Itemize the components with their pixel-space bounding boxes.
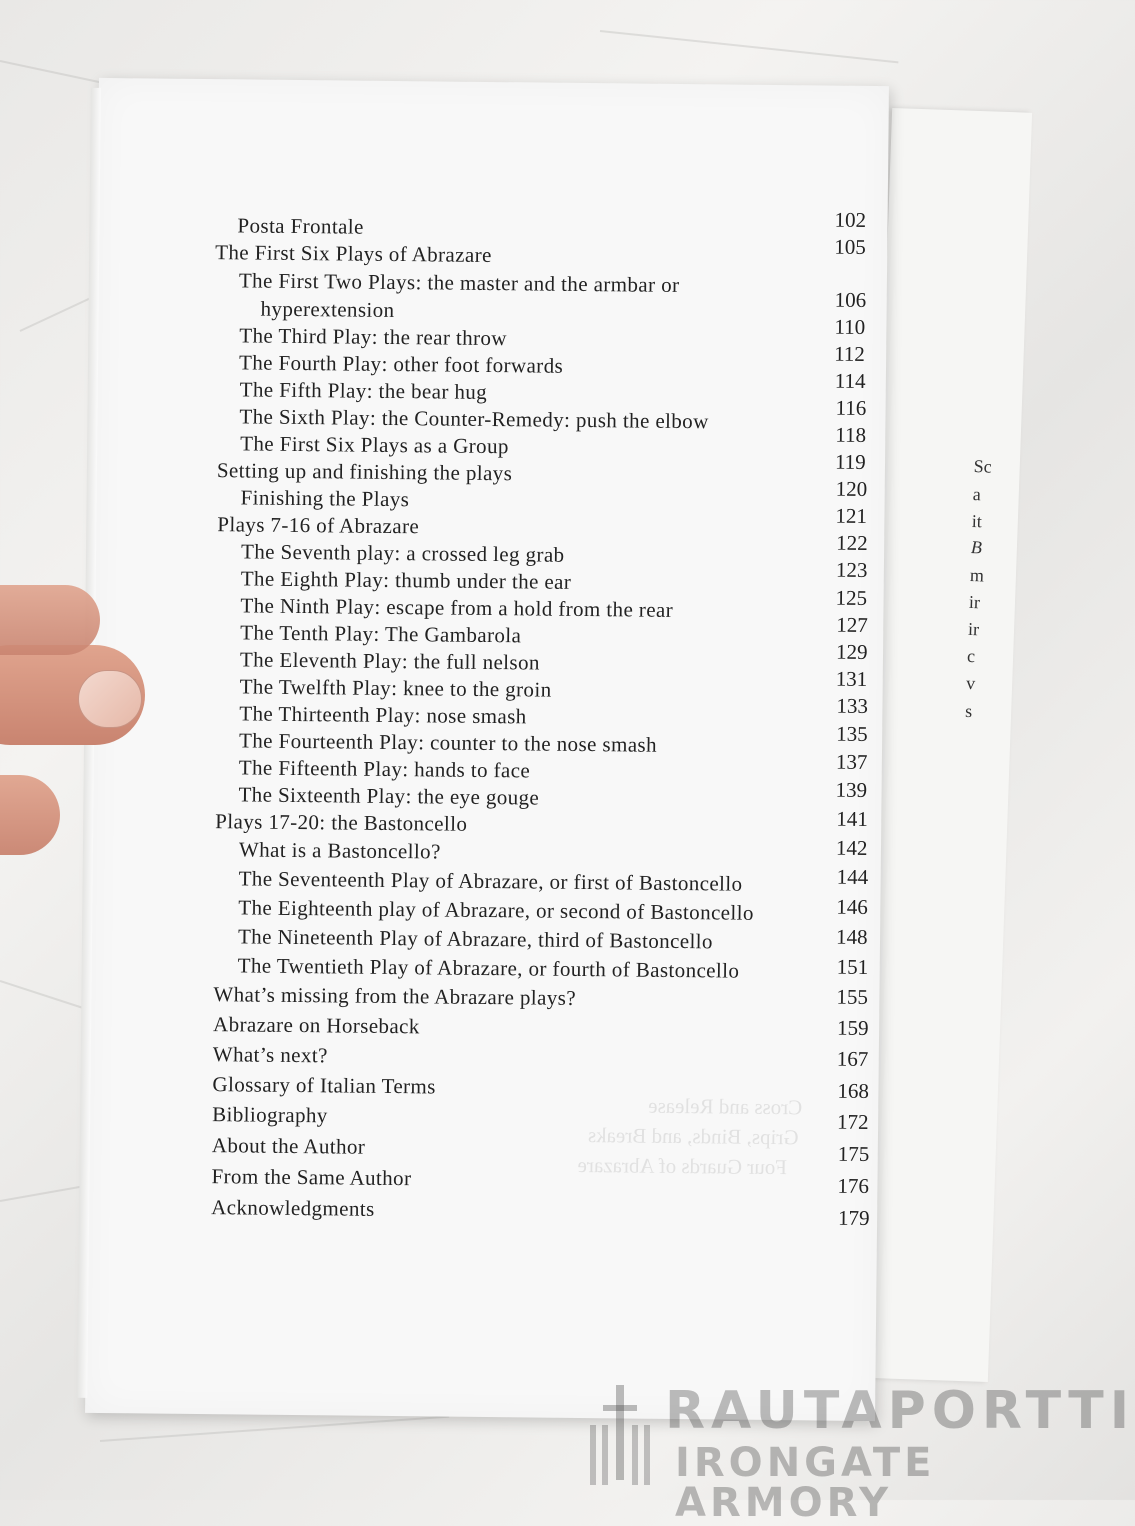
toc-page-number: 105	[834, 234, 866, 259]
toc-page-number: 133	[836, 693, 869, 718]
toc-entry: The Fifth Play: the bear hug	[239, 377, 488, 404]
toc-page-number: 114	[834, 368, 866, 393]
toc-entry: The First Six Plays of Abrazare	[215, 240, 492, 268]
toc-page-number: 110	[834, 314, 866, 339]
toc-entry: The Eighth Play: thumb under the ear	[240, 566, 572, 594]
toc-entry: Glossary of Italian Terms	[212, 1072, 436, 1099]
toc-page-number: 119	[834, 449, 866, 474]
next-page-text: ir	[968, 591, 981, 613]
toc-entry: The Thirteenth Play: nose smash	[239, 701, 527, 729]
toc-entry: The Eleventh Play: the full nelson	[239, 647, 540, 675]
toc-entry: What’s next?	[212, 1042, 328, 1068]
toc-entry: The Third Play: the rear throw	[239, 323, 508, 351]
toc-entry: Abrazare on Horseback	[212, 1012, 420, 1039]
toc-page-number: 120	[835, 476, 868, 501]
toc-entry: Posta Frontale	[237, 213, 364, 239]
toc-entry: The Ninth Play: escape from a hold from the rear	[240, 593, 674, 622]
toc-entry: The Fourteenth Play: counter to the nose smash	[238, 728, 658, 757]
finger	[0, 775, 60, 855]
toc-entry: The Seventeenth Play of Abrazare, or first of Bastoncello	[238, 866, 743, 896]
toc-page-number: 139	[835, 777, 868, 802]
toc-page-number: 168	[837, 1078, 870, 1104]
toc-entry: The Fourth Play: other foot forwards	[238, 350, 564, 378]
hand	[0, 585, 150, 885]
toc-entry: What’s missing from the Abrazare plays?	[213, 982, 577, 1010]
toc-entry: Acknowledgments	[211, 1195, 375, 1221]
sword-gate-icon	[585, 1385, 655, 1490]
toc-entry: From the Same Author	[211, 1164, 412, 1191]
toc-entry: Plays 7-16 of Abrazare	[217, 512, 420, 539]
watermark-line2: IRONGATE ARMORY	[675, 1440, 936, 1526]
toc-page-number: 118	[835, 422, 867, 447]
toc-page-number: 137	[835, 749, 868, 774]
toc-page-number: 167	[836, 1046, 869, 1072]
toc-entry: The Fifteenth Play: hands to face	[238, 755, 531, 783]
toc-page-number: 116	[835, 395, 867, 420]
toc-entry: The Sixth Play: the Counter-Remedy: push the elbow	[239, 404, 709, 434]
toc-page-number: 142	[835, 835, 868, 860]
toc-page-number: 135	[836, 721, 868, 746]
toc-entry: The Seventh play: a crossed leg grab	[240, 539, 565, 567]
watermark-logo	[585, 1381, 1135, 1526]
toc-entry: hyperextension	[260, 296, 395, 323]
toc-page-number: 179	[837, 1205, 870, 1231]
book-page	[85, 78, 889, 1421]
next-page-text: c	[966, 645, 976, 667]
toc-entry: About the Author	[211, 1133, 366, 1159]
toc-entry: The Nineteenth Play of Abrazare, third of Bastoncello	[237, 924, 714, 954]
toc-page-number: 148	[835, 924, 868, 949]
toc-page-number: 144	[836, 864, 869, 889]
toc-page-number: 176	[837, 1173, 870, 1199]
thumbnail	[78, 670, 142, 728]
marble-vein	[100, 1416, 449, 1442]
bleed-through-text: Four Guards of Abrazare	[577, 1152, 788, 1180]
toc-page-number: 125	[835, 585, 868, 610]
toc-page-number: 172	[836, 1109, 869, 1135]
finger	[0, 585, 100, 655]
next-page-text: B	[970, 536, 983, 558]
marble-vein	[0, 1184, 89, 1202]
toc-page-number: 106	[834, 287, 867, 312]
toc-page-number: 129	[835, 639, 868, 664]
toc-entry: The Twelfth Play: knee to the groin	[239, 674, 552, 702]
toc-entry: Plays 17-20: the Bastoncello	[215, 809, 468, 836]
toc-entry: The First Six Plays as a Group	[240, 431, 509, 459]
toc-entry: The First Two Plays: the master and the armbar or	[238, 268, 680, 297]
toc-page-number: 155	[836, 984, 869, 1010]
next-page-text: it	[971, 510, 983, 532]
toc-entry: Bibliography	[212, 1102, 328, 1128]
toc-page-number: 141	[836, 806, 868, 831]
next-page-text: ir	[967, 618, 980, 640]
toc-entry: What is a Bastoncello?	[238, 837, 441, 864]
toc-page-number: 131	[835, 666, 868, 691]
toc-entry: The Tenth Play: The Gambarola	[240, 620, 522, 648]
bleed-through-text: Cross and Release	[648, 1093, 803, 1120]
toc-page-number: 146	[836, 894, 868, 919]
bleed-through-text: Grips, Binds, and Breaks	[587, 1123, 799, 1150]
toc-page-number: 151	[836, 954, 869, 980]
next-page-text: s	[964, 700, 973, 722]
toc-page-number: 159	[836, 1015, 869, 1041]
toc-entry: The Twentieth Play of Abrazare, or fourth of Bastoncello	[237, 953, 740, 983]
toc-page-number: 127	[836, 612, 868, 637]
toc-entry: Finishing the Plays	[240, 485, 410, 512]
next-page-text: Sc	[973, 456, 993, 477]
toc-entry: The Sixteenth Play: the eye gouge	[238, 782, 540, 810]
toc-entry: Setting up and finishing the plays	[216, 458, 513, 486]
next-page-text: a	[972, 483, 982, 505]
toc-page-number: 122	[836, 530, 868, 555]
toc-page-number: 102	[834, 207, 867, 232]
next-page-text: m	[969, 564, 985, 586]
toc-entry: The Eighteenth play of Abrazare, or second of Bastoncello	[238, 895, 754, 925]
toc-page-number: 121	[835, 503, 868, 528]
next-page-text: v	[965, 672, 976, 694]
toc-page-number: 175	[837, 1141, 870, 1167]
toc-page-number: 112	[834, 341, 866, 366]
marble-vein	[600, 30, 899, 63]
watermark-line1: RAUTAPORTTI	[665, 1381, 1135, 1441]
toc-page-number: 123	[835, 557, 868, 582]
